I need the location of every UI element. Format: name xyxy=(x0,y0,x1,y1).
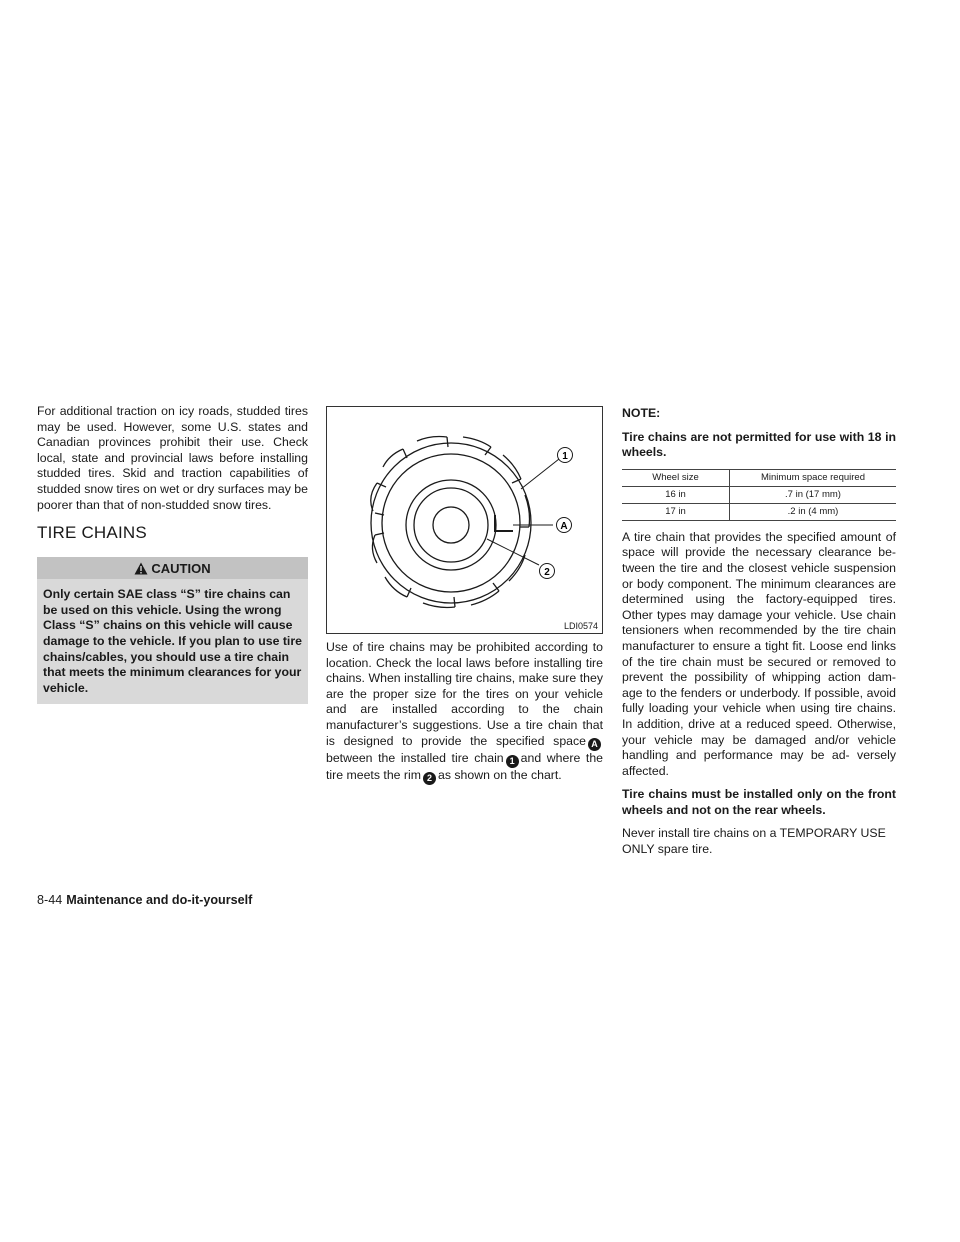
warning-icon xyxy=(134,562,148,575)
right-column xyxy=(622,406,896,858)
para-text-mid1: between the installed tire chain xyxy=(326,750,504,765)
studded-tires-paragraph: For additional traction on icy roads, studded tires may be used. However, some U.S. states and Canadian provinces prohibit their use. Check local, state and provincial laws before installing studded tires. Skid and traction capabilities of studded snow tires on wet or dry surfaces may be poorer than that of non-studded snow tires. xyxy=(37,404,308,512)
clearance-table xyxy=(622,469,896,521)
table-row xyxy=(622,503,896,520)
section-title: TIRE CHAINS xyxy=(37,523,147,543)
spare-tire-paragraph: Never install tire chains on a TEMPORARY USE ONLY spare tire. xyxy=(622,826,886,857)
table-cell: 16 in xyxy=(622,486,730,503)
caution-text: Only certain SAE class “S” tire chains can be used on this vehicle. Using the wrong Class “S” chains on this vehicle will cause damage to the vehicle. If you plan to use tire chains/cables, you should use a tire chain that meets the minimum clearances for your vehicle. xyxy=(43,587,302,695)
callout-1: 1 xyxy=(562,451,568,462)
callout-ref-2: 2 xyxy=(423,772,436,785)
table-cell: 17 in xyxy=(622,503,730,520)
callout-ref-1: 1 xyxy=(506,755,519,768)
tire-chain-figure xyxy=(326,406,603,634)
table-header-wheel-size: Wheel size xyxy=(622,469,730,486)
table-row xyxy=(622,486,896,503)
table-cell: .7 in (17 mm) xyxy=(730,486,897,503)
table-header-row xyxy=(622,469,896,486)
caution-header xyxy=(37,557,308,579)
clearance-paragraph: A tire chain that provides the specified amount of space will provide the necessary clearance be- tween the tire and the closest vehicle suspension or body component. The minimum clearances are determined using the factory-equipped tires. Other types may damage your vehicle. Use chain tensioners when recommended by the tire chain manufacturer to ensure a tight fit. Loose end links of the tire chain must be secured or removed to prevent the possibility of whipping action dam- age to the fenders or underbody. If possible, avoid fully loading your vehicle when using tire chains. In addition, drive at a reduced speed. Otherwise, your vehicle may be damaged and/or vehicle handling and performance may be ad- versely affected. xyxy=(622,529,896,778)
callout-a: A xyxy=(560,521,568,532)
left-column xyxy=(37,404,308,704)
para-text-end: as shown on the chart. xyxy=(437,768,562,783)
table-header-min-space: Minimum space required xyxy=(730,469,897,486)
callout-ref-a: A xyxy=(588,738,601,751)
note-label: NOTE: xyxy=(622,406,661,420)
tire-chain-illustration xyxy=(327,407,602,633)
page-footer xyxy=(37,893,252,907)
caution-label: CAUTION xyxy=(151,560,211,576)
para-text-start: Use of tire chains may be prohibited according to location. Check the local laws before installing tire chains. When installing tire chains, make sure they are the proper size for the tires on your vehicle and are installed according to the chain manufacturer’s suggestions. Use a tire chain that is designed to provide the specified space xyxy=(326,640,603,748)
front-wheels-paragraph: Tire chains must be installed only on the front wheels and not on the rear wheels. xyxy=(622,787,896,817)
middle-column xyxy=(326,406,603,785)
chain-installation-paragraph xyxy=(326,640,603,785)
caution-box xyxy=(37,557,308,704)
page-number: 8-44 xyxy=(37,893,63,907)
callout-2: 2 xyxy=(544,567,550,578)
chapter-title: Maintenance and do-it-yourself xyxy=(66,893,253,907)
table-cell: .2 in (4 mm) xyxy=(730,503,897,520)
para-text-mid2: and where the tire meets the rim xyxy=(326,750,603,783)
note-text: Tire chains are not permitted for use with 18 in wheels. xyxy=(622,429,896,460)
figure-code: LDI0574 xyxy=(563,621,598,631)
